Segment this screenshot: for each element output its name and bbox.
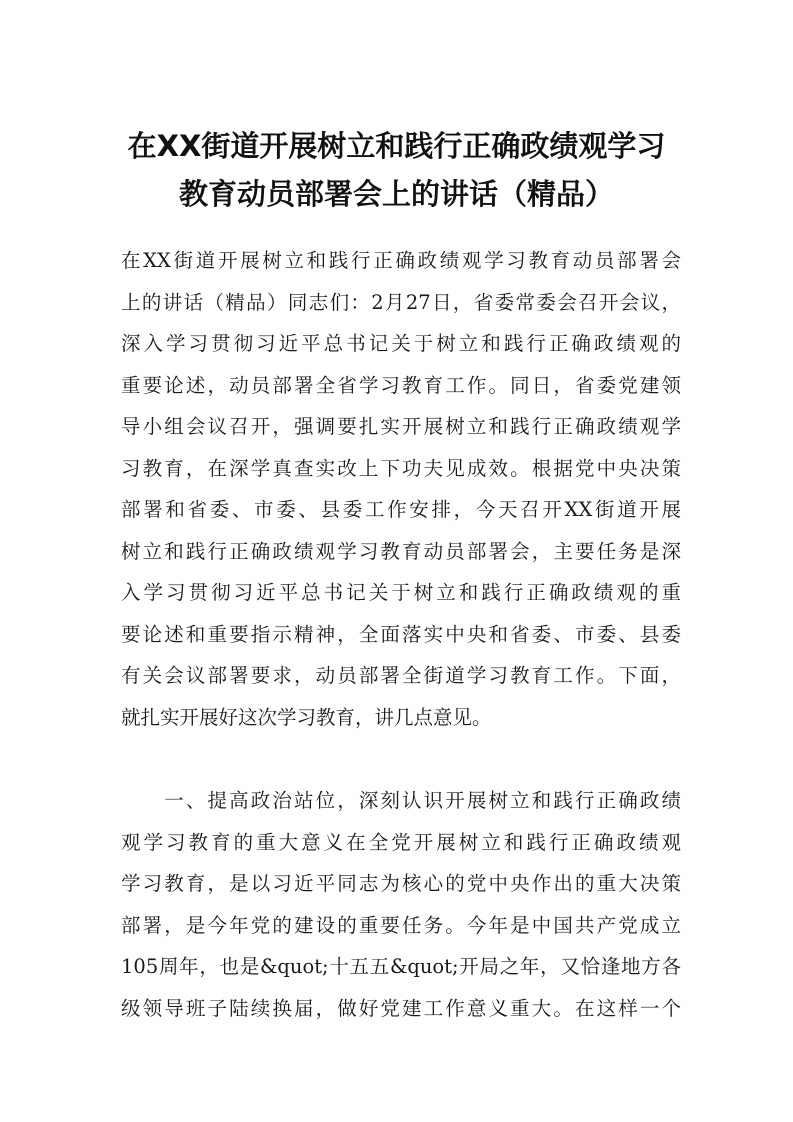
text-line: 级领导班子陆续换届，做好党建工作意义重大。在这样一个	[121, 996, 681, 1020]
text-line: 有关会议部署要求，动员部署全街道学习教育工作。下面，	[121, 664, 681, 687]
text-line: 导小组会议召开，强调要扎实开展树立和践行正确政绩观学	[121, 415, 681, 438]
document-title	[100, 122, 693, 218]
text-line: 上的讲话（精品）同志们：2月27日，省委常委会召开会议，	[121, 290, 681, 314]
text-line: 105周年，也是&quot;十五五&quot;开局之年，又恰逢地方各	[121, 955, 681, 978]
text-line: 一、提高政治站位，深刻认识开展树立和践行正确政绩	[121, 789, 681, 812]
paragraph-intro	[121, 240, 681, 738]
paragraph-section-one	[121, 780, 681, 1029]
text-line: 在XX街道开展树立和践行正确政绩观学习教育动员部署会	[121, 249, 681, 272]
text-line: 部署，是今年党的建设的重要任务。今年是中国共产党成立	[121, 913, 681, 937]
text-line: 深入学习贯彻习近平总书记关于树立和践行正确政绩观的	[121, 332, 681, 355]
text-line: 习教育，在深学真查实改上下功夫见成效。根据党中央决策	[121, 456, 681, 480]
text-line: 要论述和重要指示精神，全面落实中央和省委、市委、县委	[121, 622, 681, 646]
title-line-2: 教育动员部署会上的讲话（精品）	[178, 177, 614, 211]
text-line: 入学习贯彻习近平总书记关于树立和践行正确政绩观的重	[121, 581, 681, 604]
text-line: 树立和践行正确政绩观学习教育动员部署会，主要任务是深	[121, 539, 681, 563]
text-line: 就扎实开展好这次学习教育，讲几点意见。	[121, 705, 492, 729]
text-line: 学习教育，是以习近平同志为核心的党中央作出的重大决策	[121, 872, 681, 895]
text-line: 重要论述，动员部署全省学习教育工作。同日，省委党建领	[121, 373, 681, 397]
text-line: 部署和省委、市委、县委工作安排，今天召开XX街道开展	[121, 498, 681, 521]
text-line: 观学习教育的重大意义在全党开展树立和践行正确政绩观	[121, 830, 681, 854]
title-line-1: 在XX街道开展树立和践行正确政绩观学习	[127, 129, 666, 163]
